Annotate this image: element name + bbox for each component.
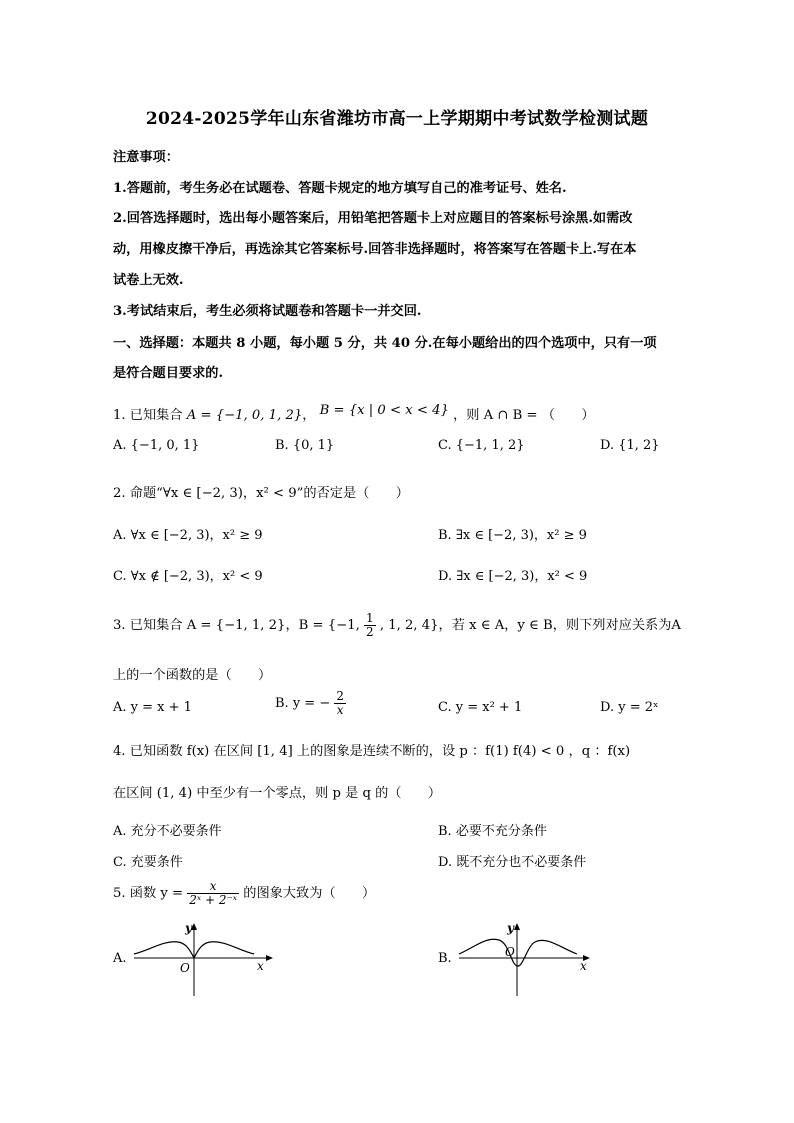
question-4-option-a[interactable]: A. 充分不必要条件 bbox=[113, 824, 222, 839]
question-5-option-b-label[interactable]: B. bbox=[438, 951, 452, 966]
question-4-stem-line-2: 在区间 (1, 4) 中至少有一个零点，则 p 是 q 的（ ） bbox=[113, 786, 442, 801]
notice-item-2-line-1: 2.回答选择题时，选出每小题答案后，用铅笔把答题卡上对应题目的答案标号涂黑.如需改 bbox=[113, 211, 633, 226]
question-1-prefix: 1. 已知集合 bbox=[113, 408, 183, 423]
question-2-stem: 2. 命题“∀x ∈ [−2, 3)，x² < 9”的否定是（ ） bbox=[113, 486, 409, 501]
question-5-option-a-label[interactable]: A. bbox=[113, 951, 127, 966]
origin-label: O bbox=[505, 945, 515, 959]
question-1-option-c[interactable]: C. {−1, 1, 2} bbox=[438, 438, 525, 453]
fraction-numerator: 2 bbox=[336, 689, 344, 703]
x-axis-label: x bbox=[257, 959, 264, 973]
question-2-option-a[interactable]: A. ∀x ∈ [−2, 3)，x² ≥ 9 bbox=[113, 528, 263, 543]
fraction-one-half bbox=[364, 612, 376, 639]
y-axis-arrow-icon bbox=[514, 923, 520, 930]
question-3-stem-line-2: 上的一个函数的是（ ） bbox=[113, 668, 272, 683]
fraction-denominator: x bbox=[336, 703, 344, 717]
notice-item-3: 3.考试结束后，考生必须将试题卷和答题卡一并交回. bbox=[113, 304, 422, 319]
set-a: A = {−1, 0, 1, 2} bbox=[186, 408, 303, 423]
fraction-denominator: 2 bbox=[365, 625, 374, 639]
question-1-option-a[interactable]: A. {−1, 0, 1} bbox=[113, 438, 200, 453]
notice-item-2-line-2: 动，用橡皮擦干净后，再选涂其它答案标号.回答非选择题时，将答案写在答题卡上.写在本 bbox=[113, 242, 637, 257]
question-4-option-c[interactable]: C. 充要条件 bbox=[113, 855, 183, 870]
x-axis-arrow-icon bbox=[266, 955, 273, 961]
question-2-option-b[interactable]: B. ∃x ∈ [−2, 3)，x² ≥ 9 bbox=[438, 528, 587, 543]
option-b-fraction bbox=[334, 690, 346, 717]
question-3-option-d[interactable]: D. y = 2ˣ bbox=[600, 700, 659, 715]
question-3-option-a[interactable]: A. y = x + 1 bbox=[113, 700, 192, 715]
graph-option-a[interactable] bbox=[130, 918, 280, 998]
question-3-stem bbox=[113, 612, 681, 639]
question-4-option-d[interactable]: D. 既不充分也不必要条件 bbox=[438, 855, 587, 870]
notice-item-1: 1.答题前，考生务必在试题卷、答题卡规定的地方填写自己的准考证号、姓名. bbox=[113, 181, 567, 196]
fraction-denominator: 2ˣ + 2⁻ˣ bbox=[189, 893, 238, 907]
set-b: B = {x | 0 < x < 4} bbox=[319, 403, 449, 418]
question-3-prefix: 3. 已知集合 A = {−1, 1, 2}，B = {−1, bbox=[113, 618, 360, 633]
question-4-option-b[interactable]: B. 必要不充分条件 bbox=[438, 824, 547, 839]
fraction-numerator: x bbox=[187, 880, 239, 894]
question-5-suffix: 的图象大致为（ ） bbox=[243, 886, 376, 901]
question-5-prefix: 5. 函数 y = bbox=[113, 886, 184, 901]
question-2-option-d[interactable]: D. ∃x ∈ [−2, 3)，x² < 9 bbox=[438, 569, 588, 584]
x-axis-label: x bbox=[580, 959, 587, 973]
y-axis-label: y bbox=[507, 921, 514, 935]
fraction-numerator: 1 bbox=[365, 611, 374, 625]
graph-option-b[interactable] bbox=[455, 918, 605, 998]
section-1-heading-line-1: 一、选择题：本题共 8 小题，每小题 5 分，共 40 分.在每小题给出的四个选项中，只有一项 bbox=[113, 336, 657, 351]
curve bbox=[459, 939, 577, 966]
question-1-suffix: ，则 A ∩ B = （ ） bbox=[453, 408, 595, 423]
section-1-heading-line-2: 是符合题目要求的. bbox=[113, 366, 224, 381]
question-3-option-c[interactable]: C. y = x² + 1 bbox=[438, 700, 523, 715]
notice-item-2-line-3: 试卷上无效. bbox=[113, 273, 184, 288]
question-5-stem bbox=[113, 880, 375, 907]
question-1-stem: 1. 已知集合 A = {−1, 0, 1, 2}， B = {x | 0 < x < 4} ，则 A ∩ B = （ ） bbox=[113, 403, 595, 423]
origin-label: O bbox=[180, 961, 190, 975]
question-3-suffix: , 1, 2, 4}，若 x ∈ A，y ∈ B，则下列对应关系为A bbox=[379, 618, 681, 633]
option-b-prefix: B. y = − bbox=[275, 696, 331, 711]
question-3-option-b[interactable] bbox=[275, 690, 346, 717]
function-fraction bbox=[187, 880, 239, 907]
question-4-stem-line-1: 4. 已知函数 f(x) 在区间 [1, 4] 上的图象是连续不断的，设 p ：f(1) f(4) < 0 ，q ：f(x) bbox=[113, 744, 631, 759]
page-title: 2024-2025学年山东省潍坊市高一上学期期中考试数学检测试题 bbox=[145, 109, 649, 129]
question-1-option-b[interactable]: B. {0, 1} bbox=[275, 438, 335, 453]
question-1-option-d[interactable]: D. {1, 2} bbox=[600, 438, 660, 453]
question-2-option-c[interactable]: C. ∀x ∉ [−2, 3)，x² < 9 bbox=[113, 569, 263, 584]
y-axis-label: y bbox=[185, 921, 192, 935]
notice-heading: 注意事项： bbox=[113, 150, 179, 165]
